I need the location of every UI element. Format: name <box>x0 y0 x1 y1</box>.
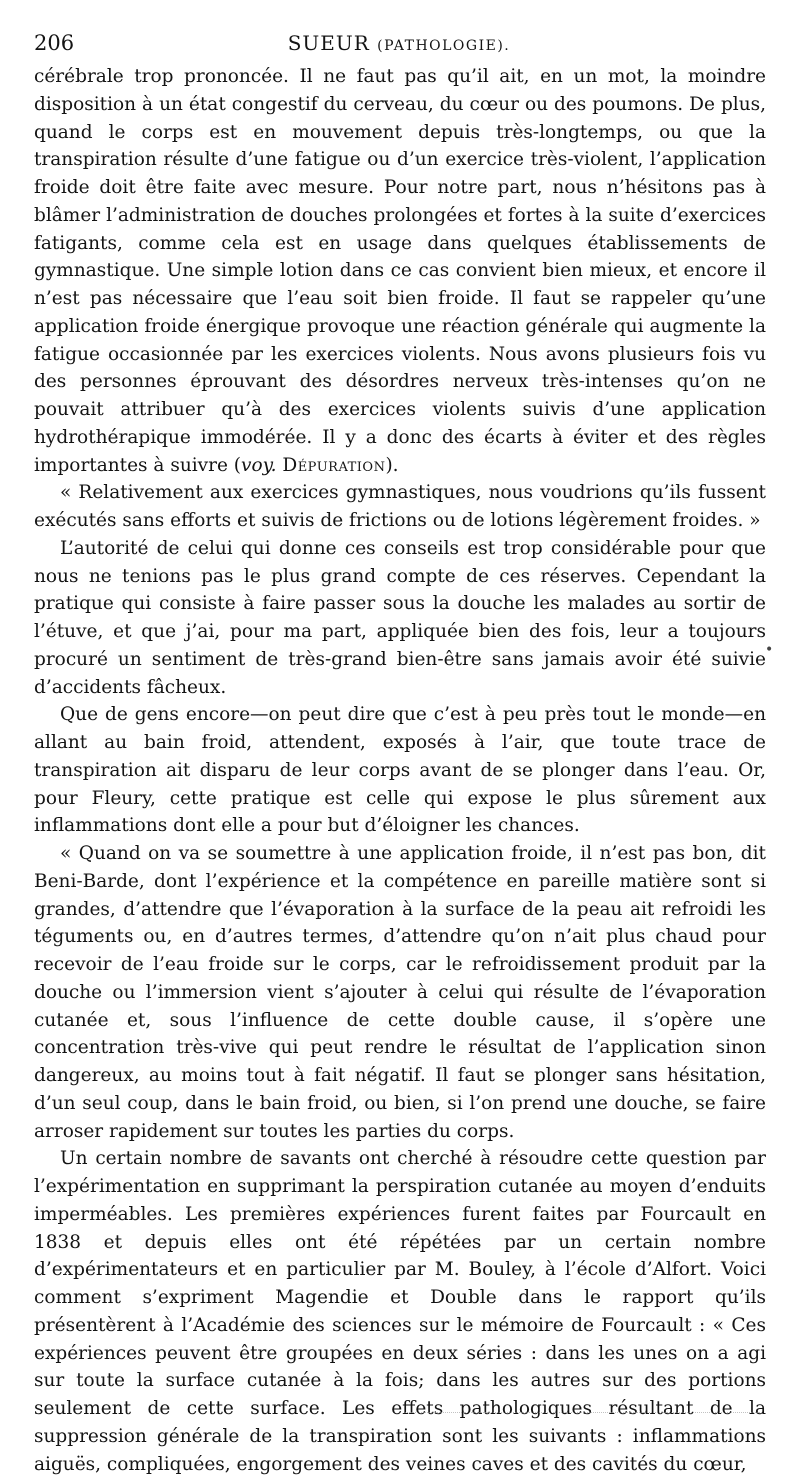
bottom-print-artifact <box>405 1400 760 1413</box>
paragraph-1 <box>34 63 766 479</box>
page-header <box>34 28 764 58</box>
paragraph-3: L’autorité de celui qui donne ces conseils est trop considérable pour que nous ne tenions pas le plus grand compte de ces réserves. Cependant la pratique qui consiste à faire passer sous la douche les malades au sortir de l’étuve, et que j’ai, pour ma part, appliquée bien des fois, leur a toujours procuré un sentiment de très-grand bien-être sans jamais avoir été suivie d’accidents fâcheux. <box>34 537 766 698</box>
running-title-sub: (PATHOLOGIE). <box>377 38 511 54</box>
running-title <box>34 28 764 61</box>
paragraph-6: Un certain nombre de savants ont cherché à résoudre cette question par l’expérimentation en supprimant la perspiration cutanée au moyen d’enduits imperméables. Les premières expériences furent faites par Fourcault en 1838 et depuis elles ont été répétées par un certain nombre d’expérimentateurs et en particulier par M. Bouley, à l’école d’Alfort. Voici comment s’expriment Magendie et Double dans le rapport qu’ils présentèrent à l’Académie des sciences sur le mémoire de Fourcault : « Ces expériences peuvent être groupées en deux séries : dans les unes on a agi sur toute la surface cutanée à la fois; dans les autres sur des portions seulement de cette surface. Les effets pathologiques résultant de la suppression générale de la transpiration sont les suivants : inflammations aiguës, compliquées, engorgement des veines caves et des cavités du cœur, <box>34 1148 766 1475</box>
paragraph-1-end: ). <box>385 454 399 476</box>
stray-print-mark: • <box>765 642 774 658</box>
body-text <box>34 63 766 1478</box>
page-number: 206 <box>34 31 75 55</box>
paragraph-1-voy: voy. <box>241 454 277 476</box>
paragraph-1-text: cérébrale trop prononcée. Il ne faut pas qu’il ait, en un mot, la moindre disposition à un état congestif du cerveau, du cœur ou des poumons. De plus, quand le corps est en mouvement depuis très-longtemps, ou que la transpiration résulte d’une fatigue ou d’un exercice très-violent, l’application froide doit être faite avec mesure. Pour notre part, nous n’hésitons pas à blâmer l’administration de douches prolongées et fortes à la suite d’exercices fatigants, comme cela est en usage dans quelques établissements de gymnastique. Une simple lotion dans ce cas convient bien mieux, et encore il n’est pas nécessaire que l’eau soit bien froide. Il faut se rappeler qu’une application froide énergique provoque une réaction générale qui augmente la fatigue occasionnée par les exercices violents. Nous avons plusieurs fois vu des personnes éprouvant des désordres nerveux très-intenses qu’on ne pouvait attribuer qu’à des exercices violents suivis d’une application hydrothérapique immodérée. Il y a donc des écarts à éviter et des règles importantes à suivre ( <box>34 66 766 476</box>
paragraph-2: « Relativement aux exercices gymnastiques, nous voudrions qu’ils fussent exécutés sans efforts et suivis de frictions ou de lotions légèrement froides. » <box>34 482 766 531</box>
paragraph-5: « Quand on va se soumettre à une application froide, il n’est pas bon, dit Beni-Barde, dont l’expérience et la compétence en pareille matière sont si grandes, d’attendre que l’évaporation à la surface de la peau ait refroidi les téguments ou, en d’autres termes, d’attendre qu’on n’ait plus chaud pour recevoir de l’eau froide sur le corps, car le refroidissement produit par la douche ou l’immersion vient s’ajouter à celui qui résulte de l’évaporation cutanée et, sous l’influence de cette double cause, il s’opère une concentration très-vive qui peut rendre le résultat de l’application sinon dangereux, au moins tout à fait négatif. Il faut se plonger sans hésitation, d’un seul coup, dans le bain froid, ou bien, si l’on prend une douche, se faire arroser rapidement sur toutes les parties du corps. <box>34 843 766 1142</box>
running-title-main: SUEUR <box>287 31 370 55</box>
paragraph-4: Que de gens encore—on peut dire que c’est à peu près tout le monde—en allant au bain froid, attendent, exposés à l’air, que toute trace de transpiration ait disparu de leur corps avant de se plonger dans l’eau. Or, pour Fleury, cette pratique est celle qui expose le plus sûrement aux inflammations dont elle a pour but d’éloigner les chances. <box>34 704 766 837</box>
cross-reference-depuration: Dépuration <box>282 454 386 476</box>
